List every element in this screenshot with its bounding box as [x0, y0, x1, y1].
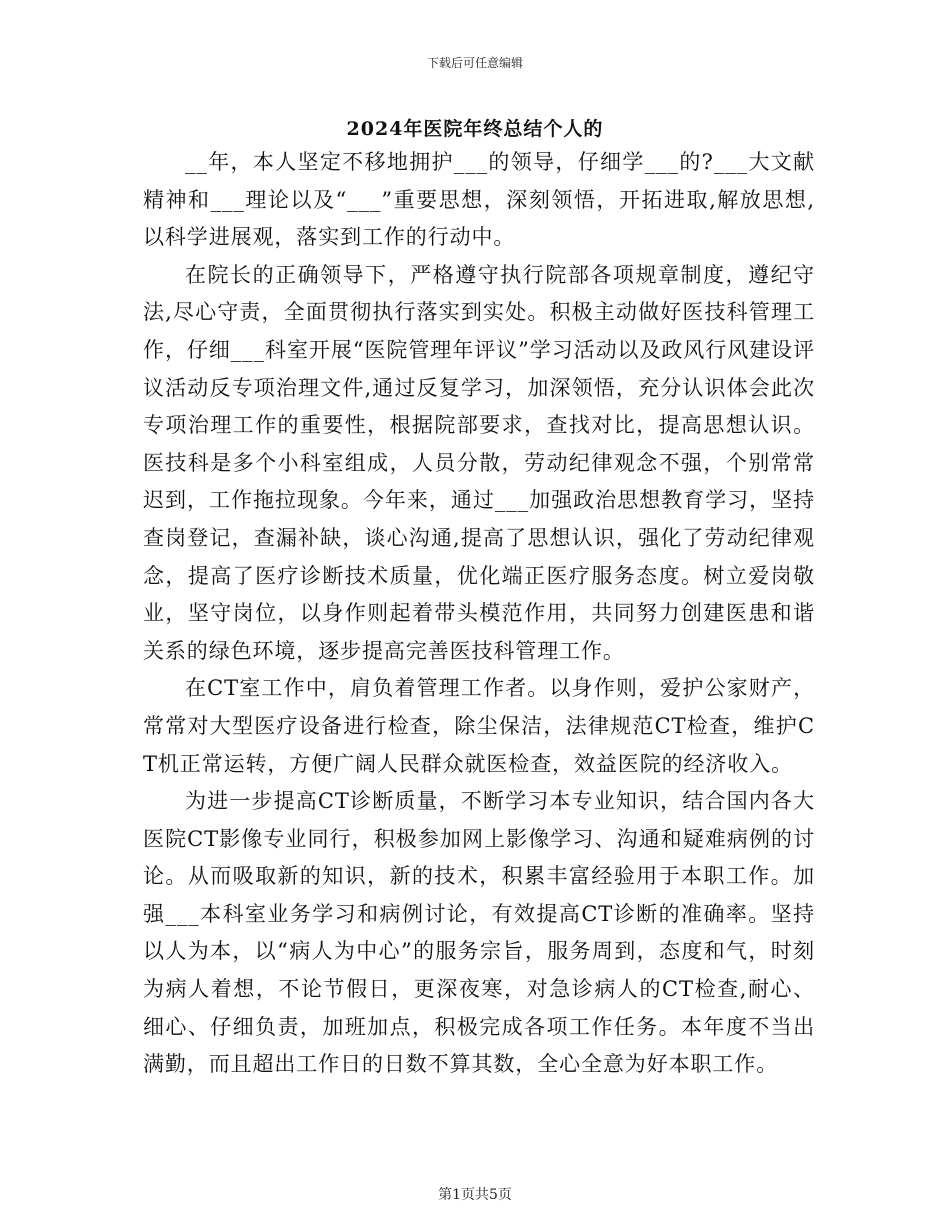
document-title: 2024年医院年终总结个人的 — [346, 118, 604, 140]
paragraph-4: 为进一步提高CT诊断质量，不断学习本专业知识，结合国内各大医院CT影像专业同行，积极参加网上影像学习、沟通和疑难病例的讨论。从而吸取新的知识，新的技术，积累丰富经验用于本职工作。加强___本科室业务学习和病例讨论，有效提高CT诊断的准确率。坚持以人为本，以“病人为中心”的服务宗旨，服务周到，态度和气，时刻为病人着想，不论节假日，更深夜寒，对急诊病人的CT检查,耐心、细心、仔细负责，加班加点，积极完成各项工作任务。本年度不当出满勤，而且超出工作日的日数不算其数，全心全意为好本职工作。 — [143, 789, 815, 1077]
document-body — [143, 144, 815, 1084]
page-header-note: 下载后可任意编辑 — [426, 56, 523, 70]
page-number: 第1页共5页 — [438, 1187, 512, 1203]
paragraph-3: 在CT室工作中，肩负着管理工作者。以身作则，爱护公家财产，常常对大型医疗设备进行检查，除尘保洁，法律规范CT检查，维护CT机正常运转，方便广阔人民群众就医检查，效益医院的经济收入。 — [143, 676, 815, 776]
paragraph-2: 在院长的正确领导下，严格遵守执行院部各项规章制度，遵纪守法,尽心守责，全面贯彻执行落实到实处。积极主动做好医技科管理工作，仔细___科室开展“医院管理年评议”学习活动以及政风行风建设评议活动反专项治理文件,通过反复学习，加深领悟，充分认识体会此次专项治理工作的重要性，根据院部要求，查找对比，提高思想认识。医技科是多个小科室组成，人员分散，劳动纪律观念不强，个别常常迟到，工作拖拉现象。今年来，通过___加强政治思想教育学习，坚持查岗登记，查漏补缺，谈心沟通,提高了思想认识，强化了劳动纪律观念，提高了医疗诊断技术质量，优化端正医疗服务态度。树立爱岗敬业，坚守岗位，以身作则起着带头模范作用，共同努力创建医患和谐关系的绿色环境，逐步提高完善医技科管理工作。 — [143, 262, 815, 663]
paragraph-1: __年，本人坚定不移地拥护___的领导，仔细学___的?___大文献精神和___理论以及“___”重要思想，深刻领悟，开拓进取,解放思想,以科学进展观，落实到工作的行动中。 — [143, 150, 815, 250]
